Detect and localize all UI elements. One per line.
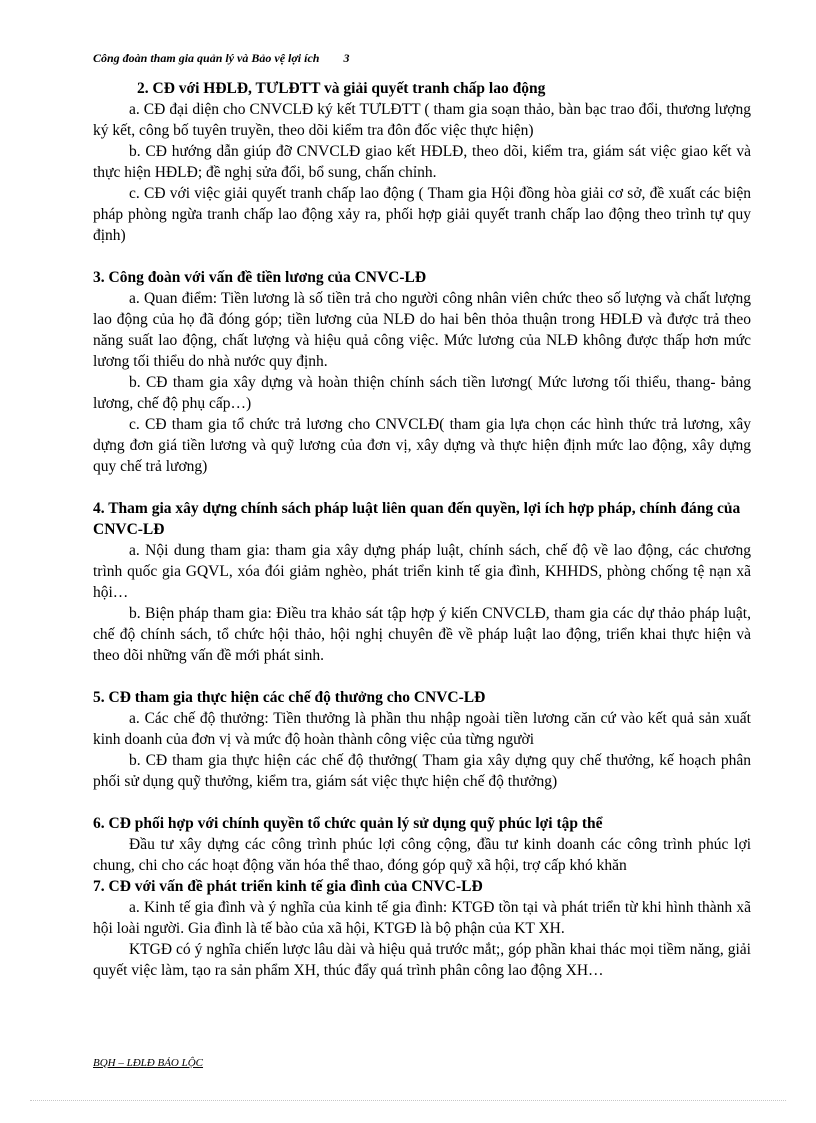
section-5 xyxy=(93,687,751,792)
section-2 xyxy=(93,78,751,246)
section-heading: 6. CĐ phối hợp với chính quyền tổ chức quản lý sử dụng quỹ phúc lợi tập thể xyxy=(93,815,603,832)
running-header xyxy=(93,51,349,66)
paragraph: a. Các chế độ thưởng: Tiền thưởng là phần thu nhập ngoài tiền lương căn cứ vào kết quả sản xuất kinh doanh của đơn vị và mức độ hoàn thành công việc của từng người xyxy=(93,710,751,748)
paragraph: b. CĐ tham gia thực hiện các chế độ thưởng( Tham gia xây dựng quy chế thưởng, kế hoạch phân phối sử dụng quỹ thưởng, kiểm tra, giám sát việc thực hiện chế độ thưởng) xyxy=(93,752,751,790)
paragraph: b. Biện pháp tham gia: Điều tra khảo sát tập hợp ý kiến CNVCLĐ, tham gia các dự thảo pháp luật, chế độ chính sách, tổ chức hội thảo, hội nghị chuyên đề về pháp luật lao động, triển khai thực hiện và theo dõi những vấn đề mới phát sinh. xyxy=(93,605,751,664)
paragraph: c. CĐ với việc giải quyết tranh chấp lao động ( Tham gia Hội đồng hòa giải cơ sở, đề xuất các biện pháp phòng ngừa tranh chấp lao động xảy ra, phối hợp giải quyết tranh chấp lao động theo trình tự quy định) xyxy=(93,185,751,244)
section-7 xyxy=(93,876,751,981)
running-footer: BQH – LĐLĐ BẢO LỘC xyxy=(93,1057,204,1069)
section-heading: 5. CĐ tham gia thực hiện các chế độ thưởng cho CNVC-LĐ xyxy=(93,689,486,706)
paragraph: a. Kinh tế gia đình và ý nghĩa của kinh tế gia đình: KTGĐ tồn tại và phát triển từ khi hình thành xã hội loài người. Gia đình là tế bào của xã hội, KTGĐ là bộ phận của KT XH. xyxy=(93,899,751,937)
paragraph: Đầu tư xây dựng các công trình phúc lợi công cộng, đầu tư kinh doanh các công trình phúc lợi chung, chi cho các hoạt động văn hóa thể thao, đóng góp quỹ xã hội, trợ cấp khó khăn xyxy=(93,836,751,874)
paragraph: a. CĐ đại diện cho CNVCLĐ ký kết TƯLĐTT ( tham gia soạn thảo, bàn bạc trao đổi, thương lượng ký kết, công bố tuyên truyền, theo dõi kiểm tra đôn đốc việc thực hiện) xyxy=(93,101,751,139)
section-heading: 3. Công đoàn với vấn đề tiền lương của CNVC-LĐ xyxy=(93,269,427,286)
section-4 xyxy=(93,498,751,666)
paragraph: c. CĐ tham gia tổ chức trả lương cho CNVCLĐ( tham gia lựa chọn các hình thức trả lương, xây dựng đơn giá tiền lương và quỹ lương của đơn vị, xây dựng và thực hiện định mức lao động, xây dựng quy chế trả lương) xyxy=(93,416,751,475)
section-heading: 7. CĐ với vấn đề phát triển kinh tế gia đình của CNVC-LĐ xyxy=(93,878,483,895)
page-bottom-rule xyxy=(30,1100,786,1101)
section-3 xyxy=(93,267,751,477)
paragraph: a. Quan điểm: Tiền lương là số tiền trả cho người công nhân viên chức theo số lượng và chất lượng lao động của họ đã đóng góp; tiền lương của NLĐ do hai bên thỏa thuận trong HĐLĐ và được trả theo năng suất lao động, chất lượng và hiệu quả công việc. Mức lương của NLĐ không được thấp hơn mức lương tối thiểu do nhà nước quy định. xyxy=(93,290,751,370)
section-heading: 2. CĐ với HĐLĐ, TƯLĐTT và giải quyết tranh chấp lao động xyxy=(137,80,546,97)
paragraph: KTGĐ có ý nghĩa chiến lược lâu dài và hiệu quả trước mắt;, góp phần khai thác mọi tiềm năng, giải quyết việc làm, tạo ra sản phẩm XH, thúc đẩy quá trình phân công lao động XH… xyxy=(93,941,751,979)
page-number: 3 xyxy=(343,51,350,65)
header-title: Công đoàn tham gia quản lý và Bảo vệ lợi ích xyxy=(93,51,320,65)
document-body xyxy=(93,78,751,981)
section-heading: 4. Tham gia xây dựng chính sách pháp luật liên quan đến quyền, lợi ích hợp pháp, chính đáng của CNVC-LĐ xyxy=(93,500,741,538)
paragraph: b. CĐ tham gia xây dựng và hoàn thiện chính sách tiền lương( Mức lương tối thiểu, thang- bảng lương, chế độ phụ cấp…) xyxy=(93,374,751,412)
paragraph: b. CĐ hướng dẫn giúp đỡ CNVCLĐ giao kết HĐLĐ, theo dõi, kiểm tra, giám sát việc giao kết và thực hiện HĐLĐ; đề nghị sửa đổi, bổ sung, chấn chỉnh. xyxy=(93,143,751,181)
section-6 xyxy=(93,813,751,876)
paragraph: a. Nội dung tham gia: tham gia xây dựng pháp luật, chính sách, chế độ về lao động, các chương trình quốc gia GQVL, xóa đói giảm nghèo, phát triển kinh tế gia đình, KHHDS, phòng chống tệ nạn xã hội… xyxy=(93,542,751,601)
